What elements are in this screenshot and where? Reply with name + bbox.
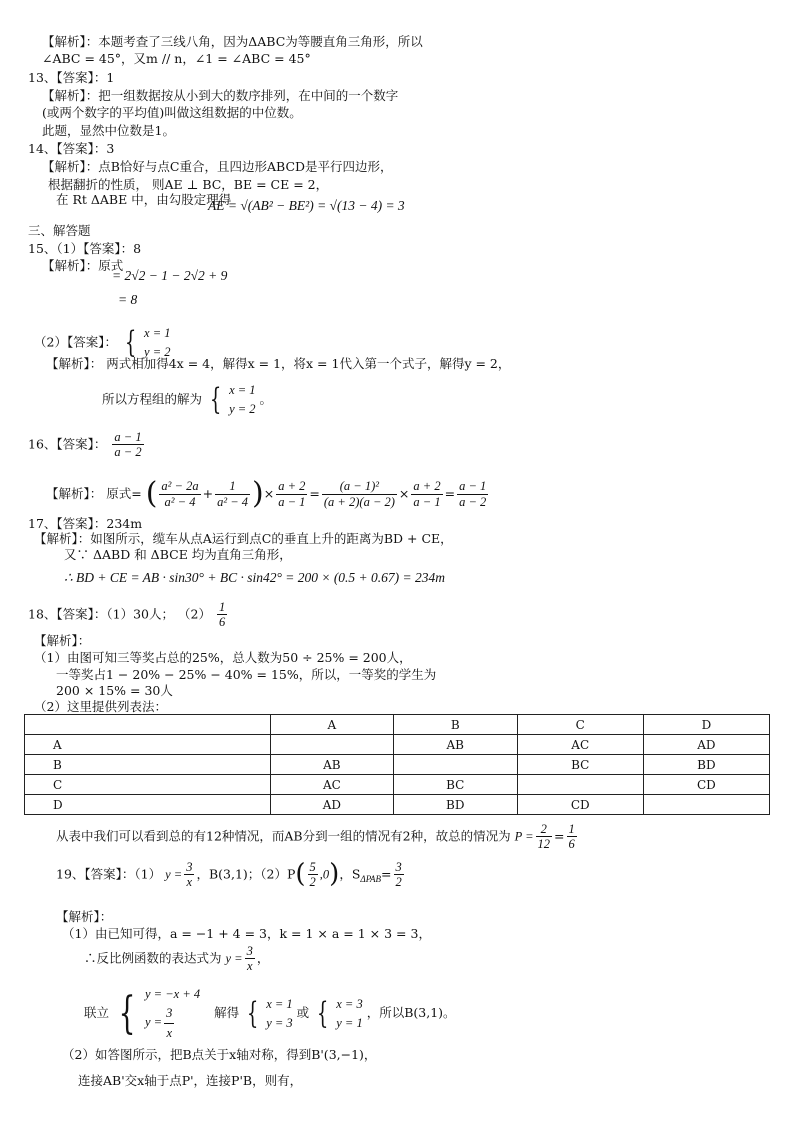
q14-answer: 14、【答案】：3 bbox=[28, 141, 115, 156]
q15-analysis-label: 【解析】：原式 bbox=[42, 258, 124, 273]
q16-answer-fraction: $\frac{a - 1}{a - 2}$ bbox=[114, 430, 142, 460]
q18-analysis-line2: 一等奖占1 − 20% − 25% − 40% = 15%，所以，一等奖的学生为 bbox=[56, 667, 437, 682]
q18-answer bbox=[28, 600, 229, 630]
table-cell: D bbox=[25, 795, 271, 815]
q18-analysis-line4: （2）这里提供列表法： bbox=[34, 699, 167, 714]
q14-analysis-line3: 在 Rt ΔABE 中，由勾股定理得 bbox=[56, 192, 232, 207]
table-cell: B bbox=[25, 755, 271, 775]
table-row bbox=[25, 735, 770, 755]
q12-analysis-line1: 【解析】：本题考查了三线八角，因为ΔABC为等腰直角三角形，所以 bbox=[42, 34, 423, 49]
table-row bbox=[25, 755, 770, 775]
q18-answer-fraction: $\frac{1}{6}$ bbox=[218, 600, 226, 630]
q19-answer-label: 19、【答案】：（1） bbox=[56, 866, 162, 882]
table-cell: A bbox=[25, 735, 271, 755]
table-cell bbox=[643, 795, 769, 815]
table-cell: AD bbox=[270, 795, 393, 815]
q15-answer-x: x = 1 bbox=[144, 326, 171, 340]
section-three-heading: 三、解答题 bbox=[28, 223, 91, 238]
q16-answer-label: 16、【答案】： bbox=[28, 436, 107, 452]
left-brace-icon: { bbox=[246, 995, 259, 1031]
table-cell: A bbox=[270, 715, 393, 735]
q17-analysis-line1: 【解析】：如图所示，缆车从点A运行到点C的垂直上升的距离为BD + CE， bbox=[34, 531, 453, 546]
table-cell: AD bbox=[643, 735, 769, 755]
table-cell: AB bbox=[393, 735, 517, 755]
left-brace-icon: { bbox=[124, 324, 137, 360]
q18-answer-label: 18、【答案】：（1）30人； （2） bbox=[28, 606, 211, 622]
q19-analysis-label: 【解析】： bbox=[56, 909, 113, 924]
q15-calc-line1: = 2√2 − 1 − 2√2 + 9 bbox=[112, 268, 228, 283]
q18-conclusion: 从表中我们可以看到总的有12种情况，而AB分到一组的情况有2种，故总的情况为 P = $\frac{2}{12}$ = $\frac{1}{6}$ bbox=[56, 822, 575, 852]
left-brace-icon: { bbox=[316, 995, 329, 1031]
q15-solution-system bbox=[229, 381, 255, 419]
table-header-row bbox=[25, 715, 770, 735]
q13-analysis-line2: (或两个数字的平均值)叫做这组数据的中位数。 bbox=[42, 105, 302, 120]
table-cell: CD bbox=[643, 775, 769, 795]
table-cell: BD bbox=[643, 755, 769, 775]
q16-analysis-label: 【解析】： 原式= bbox=[46, 485, 142, 501]
q12-analysis-line2: ∠ABC = 45°，又m // n，∠1 = ∠ABC = 45° bbox=[42, 51, 311, 66]
q17-analysis-line3: ∴ BD + CE = AB · sin30° + BC · sin42° = 200 × (0.5 + 0.67) = 234m bbox=[64, 570, 446, 585]
q15-part1-answer: 15、（1）【答案】：8 bbox=[28, 241, 142, 256]
table-cell: CD bbox=[517, 795, 643, 815]
q13-analysis-line3: 此题，显然中位数是1。 bbox=[42, 123, 175, 138]
q14-analysis-line1: 【解析】：点B恰好与点C重合，且四边形ABCD是平行四边形， bbox=[42, 159, 393, 174]
q16-analysis: 【解析】： 原式= ( $\frac{\text{a² − 2a}}{\text{a² − 4}}$ + $\frac{1}{\text{a² − 4}}$ )× $\frac{a + 2}{a - 1}$ = $\frac{\text{(a − 1)²}}{(a + 2)(a - 2)}$ × $\frac{a + 2}{a - 1}$ = $\frac{a - 1}{a - 2}$ bbox=[46, 476, 487, 511]
q19-analysis-line5: 连接AB'交x轴于点P'，连接P'B，则有， bbox=[78, 1073, 303, 1088]
q15-solution-text: 所以方程组的解为 bbox=[102, 391, 203, 407]
q18-conclusion-text: 从表中我们可以看到总的有12种情况，而AB分到一组的情况有2种，故总的情况为 bbox=[56, 828, 511, 844]
table-cell: C bbox=[517, 715, 643, 735]
q15-answer-y: y = 2 bbox=[144, 344, 171, 359]
table-cell bbox=[517, 775, 643, 795]
q19-answer: 19、【答案】：（1） y = $\frac{3}{x}$ ，B(3,1)；（2）P( $\frac{5}{2}$ ,0)，$S_{\Delta PAB}=$ $\frac{3}{2}$ bbox=[56, 859, 402, 890]
q15-solution-y: y = 2 bbox=[229, 401, 256, 416]
q13-answer: 13、【答案】：1 bbox=[28, 70, 115, 85]
table-cell bbox=[25, 715, 271, 735]
table-cell bbox=[393, 755, 517, 775]
q16-answer bbox=[28, 430, 146, 460]
q17-answer: 17、【答案】：234m bbox=[28, 516, 143, 531]
q19-analysis-line1: （1）由已知可得，a = −1 + 4 = 3，k = 1 × a = 1 × 3 = 3， bbox=[62, 926, 431, 941]
q14-pythagoras-formula: AE = √(AB² − BE²) = √(13 − 4) = 3 bbox=[208, 198, 405, 213]
table-cell bbox=[270, 735, 393, 755]
q15-solution-x: x = 1 bbox=[229, 383, 256, 397]
q15-part2-label: （2）【答案】： bbox=[34, 334, 117, 350]
q18-analysis-line3: 200 × 15% = 30人 bbox=[56, 683, 173, 698]
left-brace-icon: { bbox=[118, 987, 136, 1039]
q19-combine-label: 联立 bbox=[84, 1005, 110, 1021]
q19-expression-text: ∴反比例函数的表达式为 bbox=[84, 950, 222, 966]
q19-combined-system: y = −x + 4 y = $\frac{3}{x}$ bbox=[144, 987, 201, 1040]
q18-analysis-label: 【解析】： bbox=[34, 633, 91, 648]
table-cell: B bbox=[393, 715, 517, 735]
q15-calc-line2: = 8 bbox=[118, 292, 138, 307]
q19-analysis-line4: （2）如答图所示，把B点关于x轴对称，得到B'(3,−1)， bbox=[62, 1047, 377, 1062]
q19-analysis-line3: 联立 { y = −x + 4 y = $\frac{3}{x}$ 解得 { x = 1 y = 3 或 { x = 3 y = 1 ，所以B(3,1)。 bbox=[84, 985, 456, 1042]
q18-analysis-line1: （1）由图可知三等奖占总的25%，总人数为50 ÷ 25% = 200人， bbox=[34, 650, 412, 665]
q13-analysis-line1: 【解析】：把一组数据按从小到大的数序排列，在中间的一个数字 bbox=[42, 88, 399, 103]
table-cell: BC bbox=[517, 755, 643, 775]
q15-part2-analysis-line2 bbox=[102, 381, 272, 419]
table-row bbox=[25, 775, 770, 795]
table-cell: BC bbox=[393, 775, 517, 795]
q15-solution-end: 。 bbox=[259, 391, 273, 407]
q14-analysis-line2: 根据翻折的性质， 则AE ⊥ BC，BE = CE = 2， bbox=[48, 177, 329, 192]
table-cell: AC bbox=[517, 735, 643, 755]
table-cell: BD bbox=[393, 795, 517, 815]
left-brace-icon: { bbox=[209, 381, 222, 417]
table-cell: C bbox=[25, 775, 271, 795]
pairing-table bbox=[24, 714, 770, 815]
q15-part2-analysis-line1: 【解析】： 两式相加得4x = 4，解得x = 1，将x = 1代入第一个式子，解得y = 2， bbox=[46, 356, 511, 371]
table-cell: AC bbox=[270, 775, 393, 795]
q17-analysis-line2: 又∵ ΔABD 和 ΔBCE 均为直角三角形， bbox=[64, 547, 292, 562]
table-row bbox=[25, 795, 770, 815]
q19-analysis-line2: ∴反比例函数的表达式为 y = $\frac{3}{x}$ ， bbox=[84, 944, 270, 974]
table-cell: D bbox=[643, 715, 769, 735]
table-cell: AB bbox=[270, 755, 393, 775]
